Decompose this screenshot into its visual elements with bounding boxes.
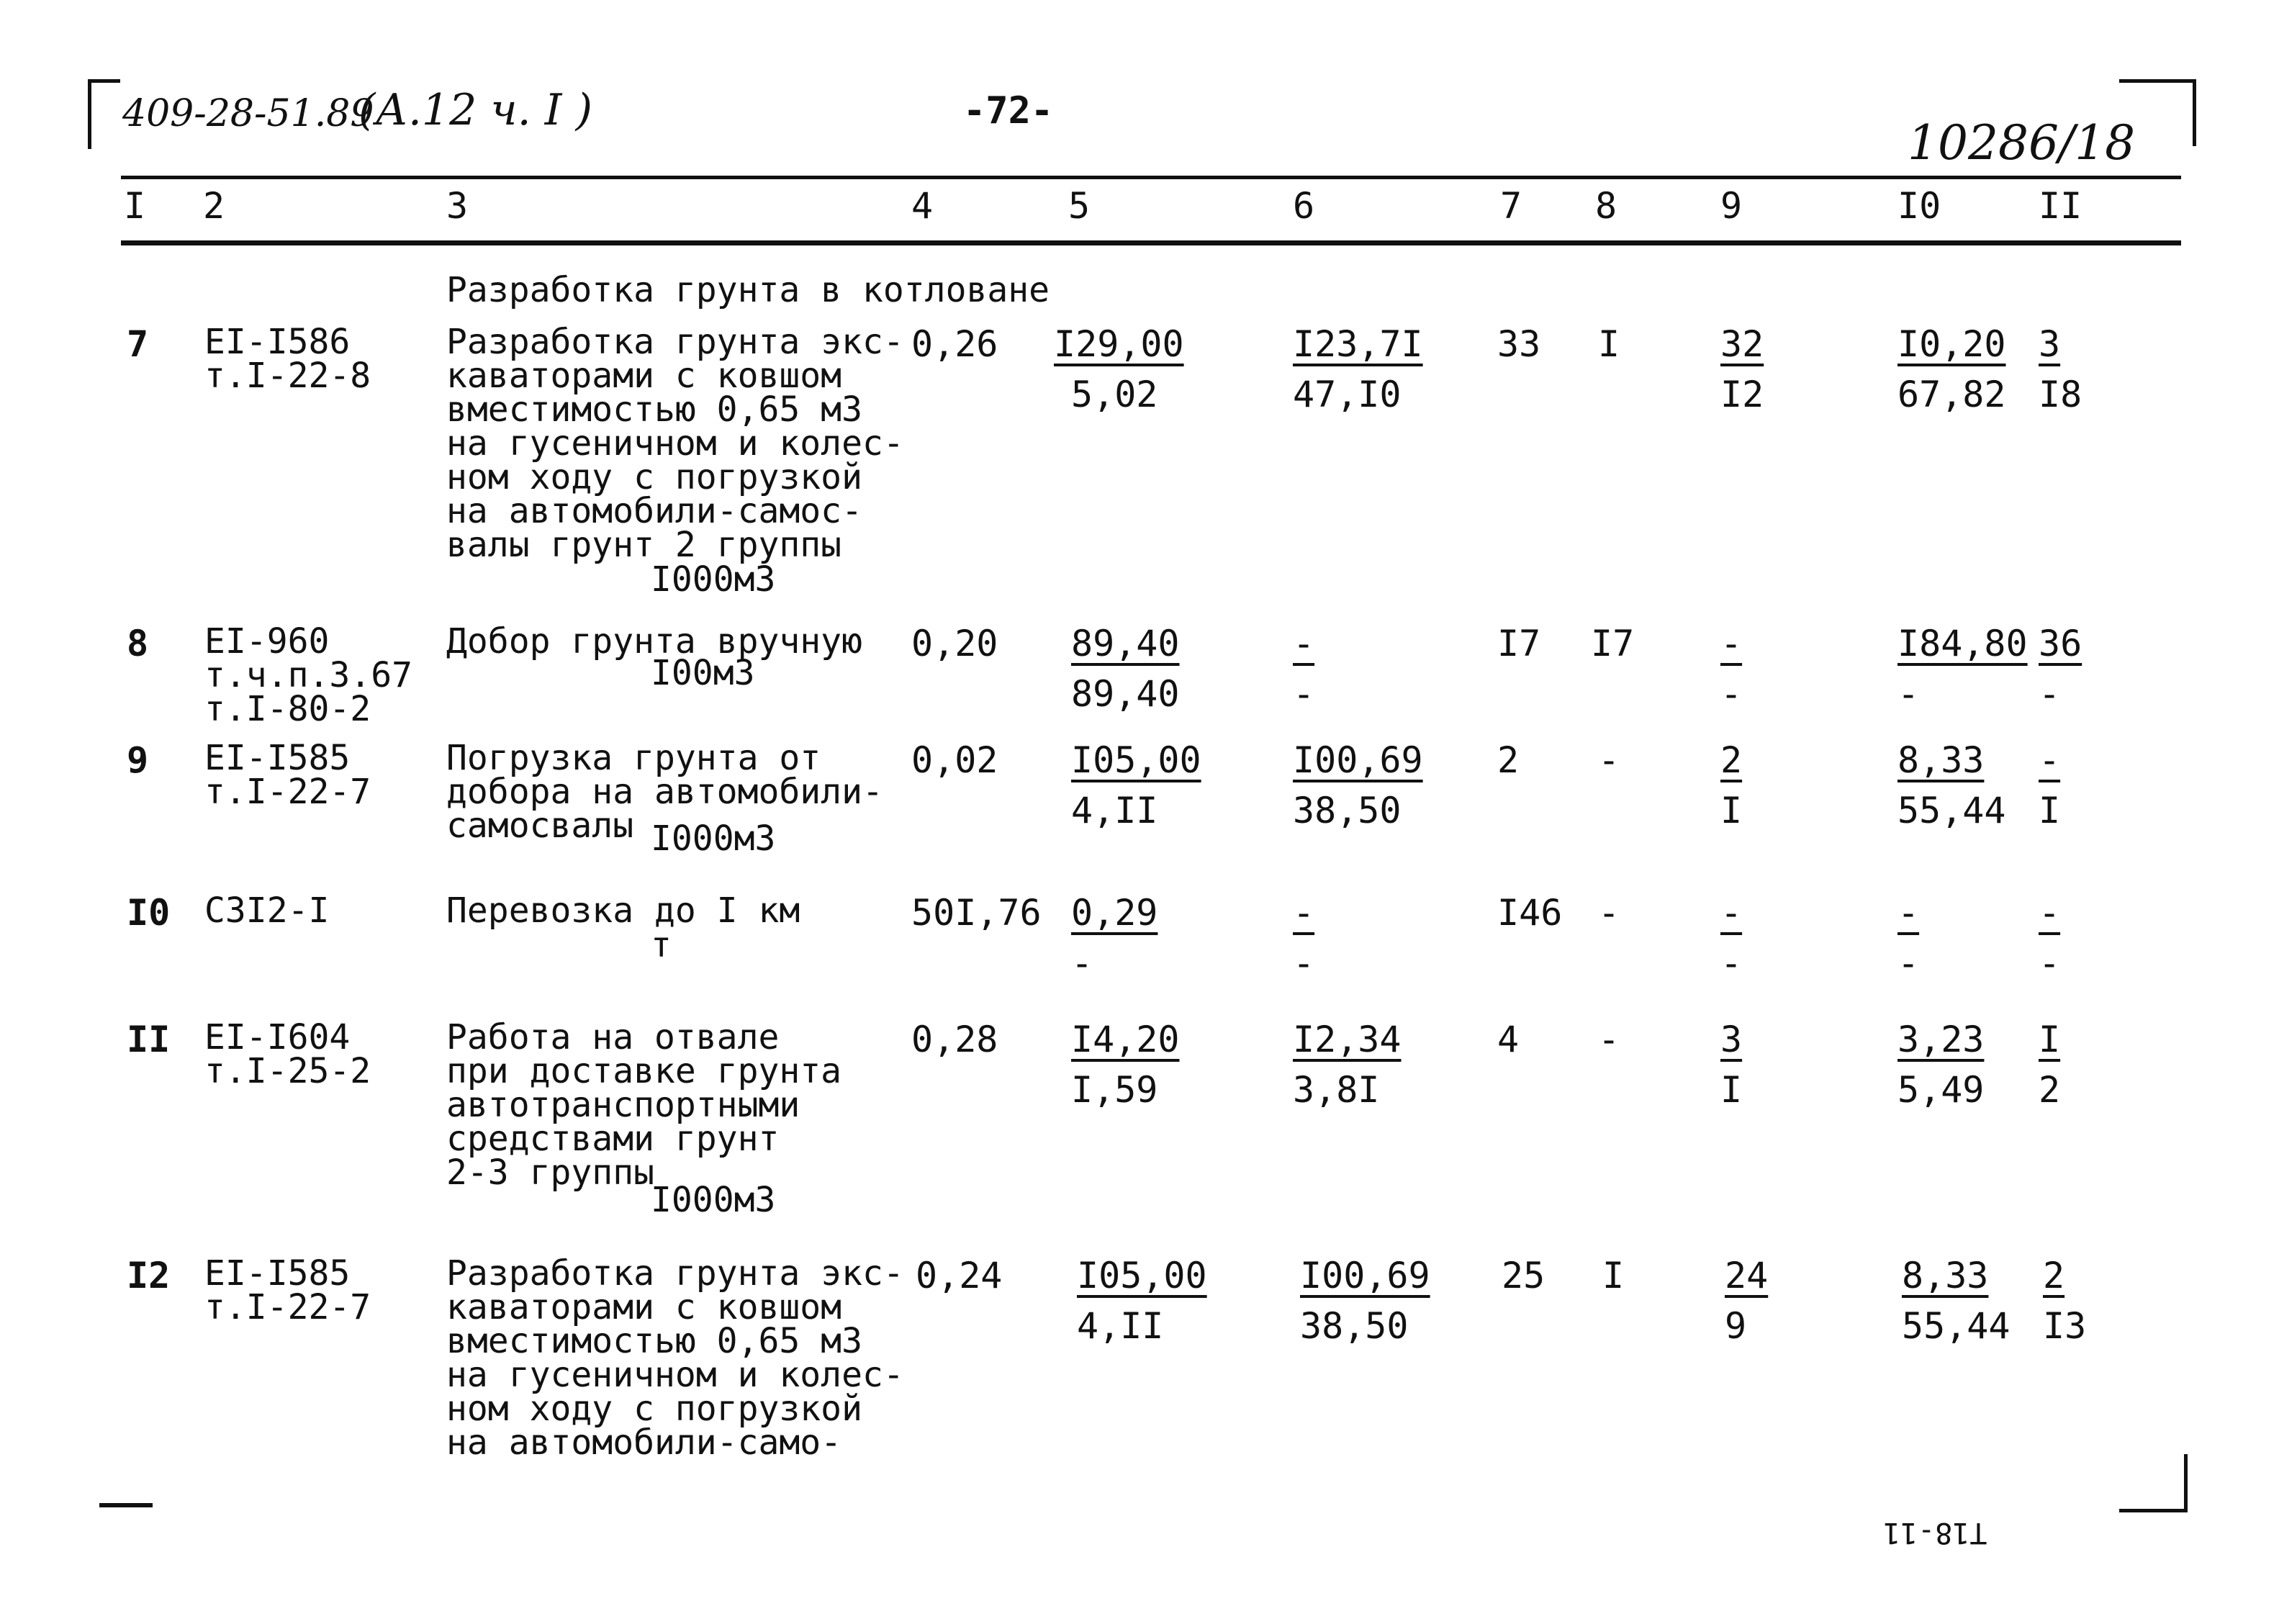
row-number: I0 (127, 892, 171, 934)
header-bottom-rule (121, 240, 2181, 245)
col6-top: - (1293, 623, 1315, 664)
work-description: Погрузка грунта от добора на автомобили- самосвалы (446, 738, 883, 846)
col10-top: 3,23 (1897, 1019, 1985, 1060)
col11-top: - (2039, 739, 2061, 781)
frame-corner-top-left (88, 79, 120, 149)
norm-code: EI-I586 т.I-22-8 (204, 322, 371, 396)
norm-code: EI-I604 т.I-25-2 (204, 1017, 371, 1091)
col11-top: - (2039, 892, 2061, 934)
col-header-8: 8 (1595, 185, 1617, 227)
col-header-1: I (124, 185, 146, 227)
norm-code: EI-I585 т.I-22-7 (204, 738, 371, 812)
sheet-stamp: T18-11 (1883, 1516, 1987, 1549)
col-header-7: 7 (1500, 185, 1522, 227)
row-number: I2 (127, 1255, 171, 1296)
col5-top: I05,00 (1077, 1255, 1207, 1296)
col8-value: - (1598, 892, 1620, 934)
col11-top: 3 (2039, 323, 2061, 365)
col-header-4: 4 (911, 185, 934, 227)
col6-top: I2,34 (1293, 1019, 1402, 1060)
col9-bottom: 9 (1725, 1305, 1747, 1347)
col5-top: I05,00 (1071, 739, 1201, 781)
col8-value: - (1598, 739, 1620, 781)
work-description: Перевозка до I км (446, 890, 800, 931)
col6-top: I23,7I (1293, 323, 1423, 365)
col6-bottom: 3,8I (1293, 1069, 1380, 1111)
col6-bottom: - (1293, 942, 1315, 984)
sheet-number: 10286/18 (1908, 115, 2136, 171)
col9-top: 24 (1725, 1255, 1769, 1296)
col5-bottom: 5,02 (1071, 374, 1158, 415)
col5-top: 0,29 (1071, 892, 1158, 934)
col5-top: 89,40 (1071, 623, 1180, 664)
col8-value: I (1602, 1255, 1625, 1296)
work-description: Разработка грунта экс- каваторами с ковшом вместимостью 0,65 м3 на гусеничном и колес- ном ходу с погрузкой на автомобили-само- (446, 1253, 904, 1463)
quantity: 50I,76 (911, 892, 1042, 934)
measure-unit: I00м3 (651, 653, 755, 693)
col11-bottom: I3 (2043, 1305, 2087, 1347)
col10-bottom: - (1897, 673, 1920, 715)
col-header-5: 5 (1068, 185, 1091, 227)
col6-bottom: 38,50 (1300, 1305, 1409, 1347)
col10-bottom: - (1897, 942, 1920, 984)
section-title: Разработка грунта в котловане (446, 270, 1050, 310)
col10-top: 8,33 (1902, 1255, 1989, 1296)
album-reference: (А.12 ч. I ) (358, 85, 592, 135)
col9-top: - (1720, 623, 1743, 664)
col7-value: I46 (1497, 892, 1563, 934)
col-header-9: 9 (1720, 185, 1743, 227)
col8-value: I (1598, 323, 1620, 365)
measure-unit: I000м3 (651, 818, 776, 859)
col6-top: I00,69 (1293, 739, 1423, 781)
col11-bottom: I8 (2039, 374, 2082, 415)
col5-bottom: 89,40 (1071, 673, 1180, 715)
quantity: 0,26 (911, 323, 998, 365)
measure-unit: I000м3 (651, 1180, 776, 1220)
col7-value: 25 (1502, 1255, 1545, 1296)
col11-top: 2 (2043, 1255, 2065, 1296)
col5-bottom: 4,II (1077, 1305, 1164, 1347)
row-number: 9 (127, 739, 149, 781)
col6-top: I00,69 (1300, 1255, 1430, 1296)
work-description: Работа на отвале при доставке грунта автотранспортными средствами грунт 2-3 группы (446, 1017, 842, 1193)
frame-corner-bottom-right (2119, 1454, 2188, 1512)
row-number: 7 (127, 323, 149, 365)
col7-value: 2 (1497, 739, 1520, 781)
row-number: 8 (127, 623, 149, 664)
col9-top: 3 (1720, 1019, 1743, 1060)
col7-value: I7 (1497, 623, 1541, 664)
col11-bottom: - (2039, 673, 2061, 715)
row-number: II (127, 1019, 171, 1060)
col-header-10: I0 (1897, 185, 1941, 227)
col10-bottom: 67,82 (1897, 374, 2006, 415)
quantity: 0,28 (911, 1019, 998, 1060)
col9-bottom: I (1720, 1069, 1743, 1111)
col10-bottom: 55,44 (1902, 1305, 2011, 1347)
header-top-rule (121, 176, 2181, 179)
norm-code: EI-960 т.ч.п.3.67 т.I-80-2 (204, 621, 412, 729)
col11-top: 36 (2039, 623, 2082, 664)
col10-top: 8,33 (1897, 739, 1985, 781)
col-header-6: 6 (1293, 185, 1315, 227)
col5-bottom: 4,II (1071, 790, 1158, 831)
work-description: Добор грунта вручную (446, 621, 862, 662)
col10-top: - (1897, 892, 1920, 934)
bottom-left-dash (99, 1503, 153, 1507)
col6-bottom: - (1293, 673, 1315, 715)
col11-bottom: 2 (2039, 1069, 2061, 1111)
page-number: -72- (963, 89, 1054, 132)
col-header-11: II (2039, 185, 2082, 227)
col10-bottom: 55,44 (1897, 790, 2006, 831)
col-header-3: 3 (446, 185, 469, 227)
col8-value: I7 (1591, 623, 1635, 664)
quantity: 0,20 (911, 623, 998, 664)
col5-top: I4,20 (1071, 1019, 1180, 1060)
col-header-2: 2 (203, 185, 225, 227)
col10-top: I84,80 (1897, 623, 2028, 664)
col11-bottom: - (2039, 942, 2061, 984)
col6-bottom: 47,I0 (1293, 374, 1402, 415)
work-description: Разработка грунта экс- каваторами с ковшом вместимостью 0,65 м3 на гусеничном и колес- ном ходу с погрузкой на автомобили-самос- валы грунт 2 группы (446, 322, 904, 565)
col8-value: - (1598, 1019, 1620, 1060)
document-code: 409-28-51.89 (122, 92, 374, 135)
col5-bottom: - (1071, 942, 1093, 984)
quantity: 0,02 (911, 739, 998, 781)
measure-unit: I000м3 (651, 559, 776, 600)
col11-bottom: I (2039, 790, 2061, 831)
col9-bottom: - (1720, 942, 1743, 984)
col9-top: - (1720, 892, 1743, 934)
col7-value: 4 (1497, 1019, 1520, 1060)
norm-code: EI-I585 т.I-22-7 (204, 1253, 371, 1327)
col9-bottom: I (1720, 790, 1743, 831)
col5-bottom: I,59 (1071, 1069, 1158, 1111)
col11-top: I (2039, 1019, 2061, 1060)
col9-top: 2 (1720, 739, 1743, 781)
col6-bottom: 38,50 (1293, 790, 1402, 831)
col5-top: I29,00 (1054, 323, 1184, 365)
quantity: 0,24 (916, 1255, 1003, 1296)
col10-bottom: 5,49 (1897, 1069, 1985, 1111)
norm-code: С3I2-I (204, 890, 330, 931)
col9-bottom: I2 (1720, 374, 1764, 415)
measure-unit: т (651, 925, 672, 965)
col7-value: 33 (1497, 323, 1541, 365)
col9-bottom: - (1720, 673, 1743, 715)
col9-top: 32 (1720, 323, 1764, 365)
col10-top: I0,20 (1897, 323, 2006, 365)
col6-top: - (1293, 892, 1315, 934)
